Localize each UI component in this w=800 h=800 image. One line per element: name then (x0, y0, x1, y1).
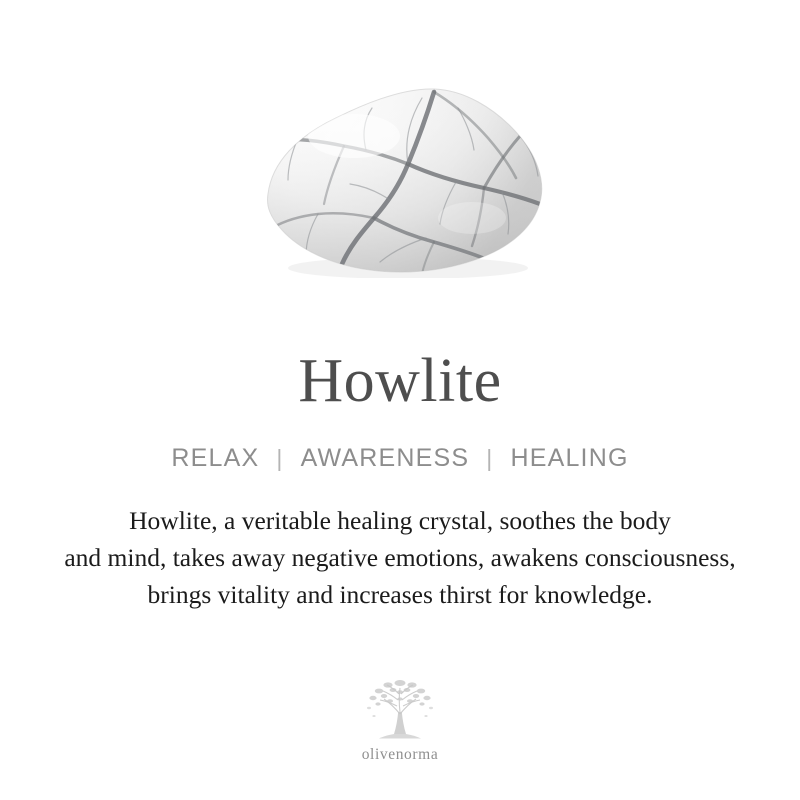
keyword-relax: RELAX (171, 444, 260, 472)
description-line: and mind, takes away negative emotions, awakens consciousness, (64, 542, 736, 572)
page-title: Howlite (298, 347, 502, 415)
stone-image-area (0, 0, 800, 330)
keyword-healing: HEALING (510, 444, 629, 472)
description-line: Howlite, a veritable healing crystal, soothes the body (129, 506, 671, 535)
howlite-stone-icon (258, 78, 550, 278)
brand-name: olivenorma (361, 746, 439, 763)
keyword-awareness: AWARENESS (300, 444, 470, 472)
tree-of-life-icon (357, 672, 443, 744)
keyword-separator: | (276, 445, 284, 471)
description-line: brings vitality and increases thirst for knowledge. (147, 579, 653, 609)
description-text (30, 503, 770, 614)
keyword-list (171, 444, 628, 473)
keyword-separator: | (486, 445, 494, 471)
brand-logo (0, 672, 800, 764)
